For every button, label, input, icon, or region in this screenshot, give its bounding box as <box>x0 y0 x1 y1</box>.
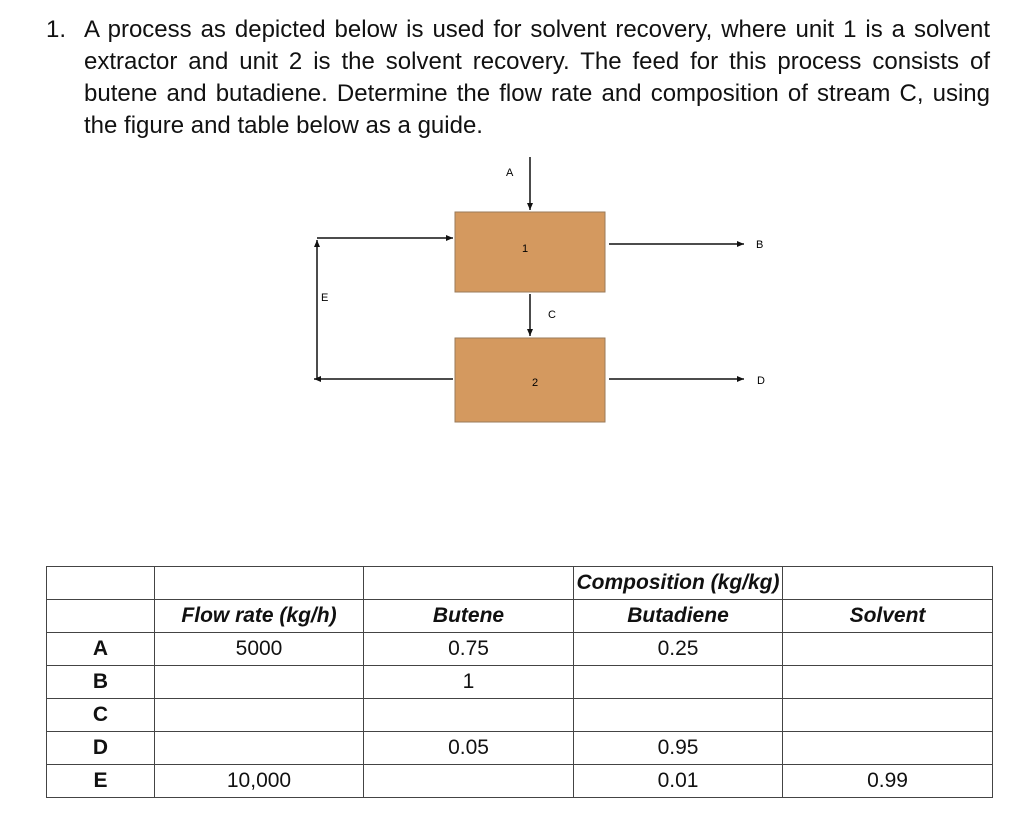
cell-flow: 10,000 <box>155 765 364 798</box>
cell-flow <box>155 666 364 699</box>
cell-butene: 1 <box>364 666 574 699</box>
row-label: A <box>47 633 155 666</box>
unit-2-label: 2 <box>532 377 539 389</box>
cell-flow <box>155 699 364 732</box>
cell-butene <box>364 699 574 732</box>
table-row <box>47 633 993 666</box>
stream-c-label: C <box>548 309 556 321</box>
question-number: 1. <box>46 16 67 43</box>
cell-solvent <box>783 633 993 666</box>
stream-a-label: A <box>506 167 514 179</box>
cell-solvent <box>783 699 993 732</box>
cell-butene: 0.05 <box>364 732 574 765</box>
table-row <box>47 666 993 699</box>
column-header-solvent: Solvent <box>783 600 993 633</box>
table-row <box>47 732 993 765</box>
table-row <box>47 699 993 732</box>
table-row <box>47 765 993 798</box>
cell-solvent: 0.99 <box>783 765 993 798</box>
cell-butadiene: 0.95 <box>574 732 783 765</box>
cell-butadiene: 0.01 <box>574 765 783 798</box>
cell-flow <box>155 732 364 765</box>
cell-flow: 5000 <box>155 633 364 666</box>
unit-1-label: 1 <box>522 243 529 255</box>
table-header-row-columns <box>47 600 993 633</box>
unit-1-box <box>455 212 605 292</box>
stream-b-label: B <box>756 239 764 251</box>
table-header-row-composition <box>47 567 993 600</box>
cell-butadiene: 0.25 <box>574 633 783 666</box>
row-label: E <box>47 765 155 798</box>
stream-d-label: D <box>757 375 765 387</box>
cell-butene: 0.75 <box>364 633 574 666</box>
row-label: C <box>47 699 155 732</box>
row-label: D <box>47 732 155 765</box>
column-header-flow-rate: Flow rate (kg/h) <box>155 600 364 633</box>
column-header-butadiene: Butadiene <box>574 600 783 633</box>
cell-solvent <box>783 666 993 699</box>
stream-data-table <box>46 566 993 798</box>
row-label: B <box>47 666 155 699</box>
cell-solvent <box>783 732 993 765</box>
cell-butene <box>364 765 574 798</box>
question-text: A process as depicted below is used for solvent recovery, where unit 1 is a solvent extractor and unit 2 is the solvent recovery. The feed for this process consists of butene and butadiene. Determine the flow rate and composition of stream C, using the figure and table below as a guide. <box>84 16 990 139</box>
composition-header: Composition (kg/kg) <box>574 567 783 600</box>
stream-e-label: E <box>321 292 329 304</box>
unit-2-box <box>455 338 605 422</box>
cell-butadiene <box>574 666 783 699</box>
column-header-butene: Butene <box>364 600 574 633</box>
cell-butadiene <box>574 699 783 732</box>
